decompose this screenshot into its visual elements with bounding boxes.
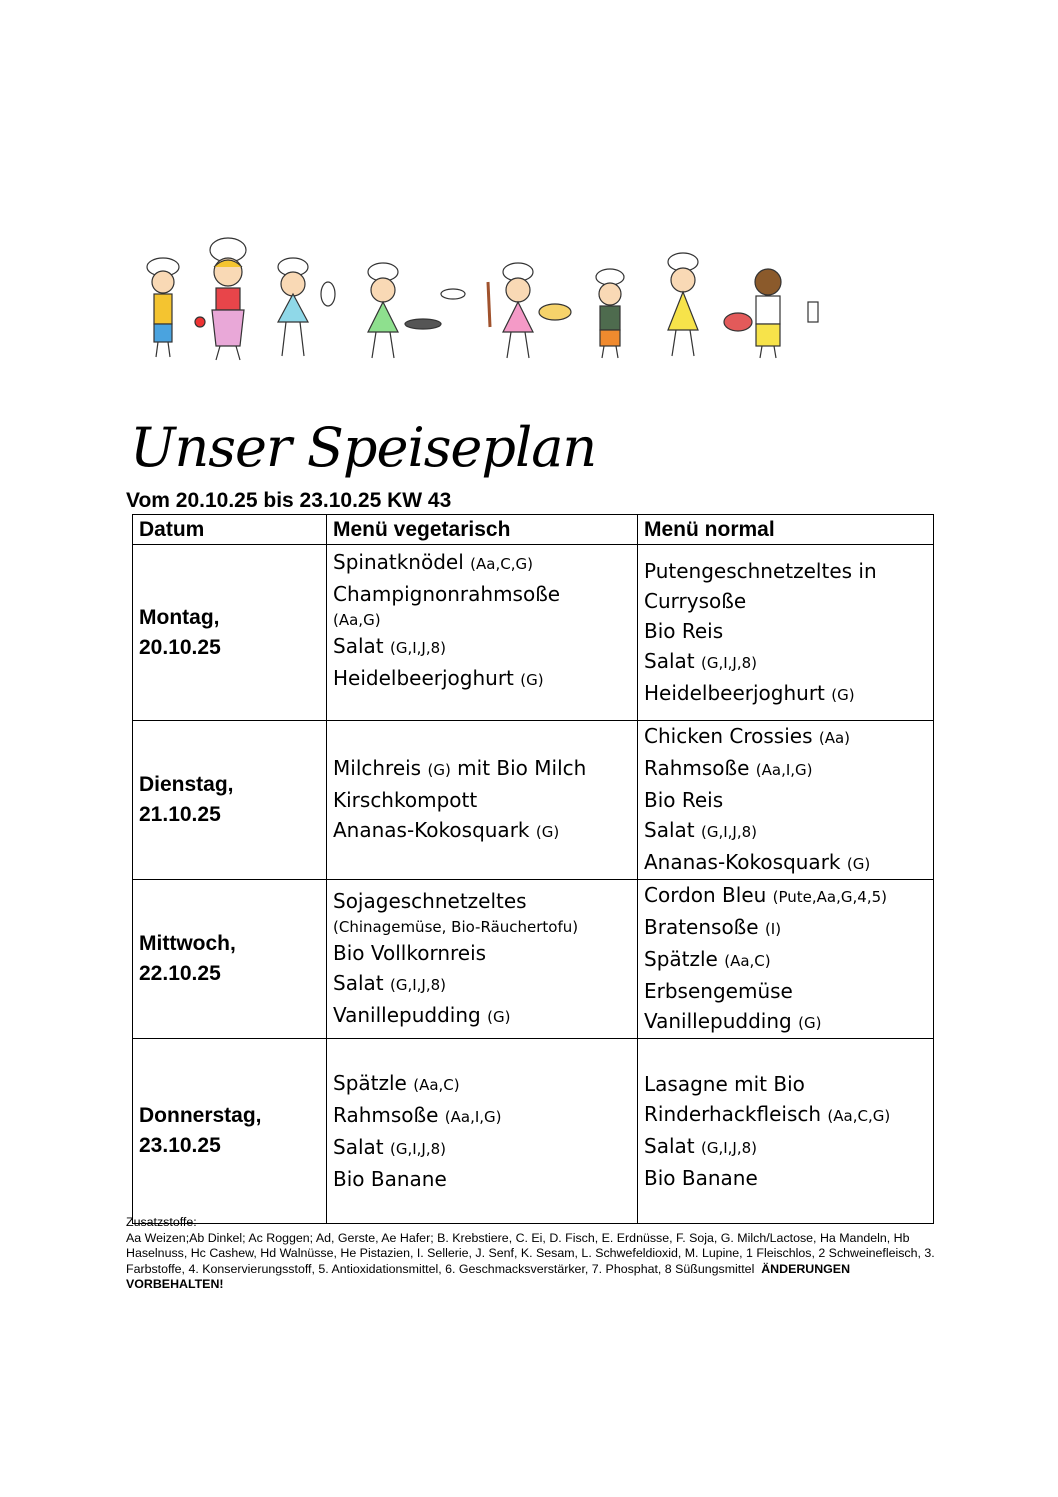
day-date: 21.10.25 <box>139 803 221 826</box>
dish-line: Salat (G,I,J,8) <box>644 648 757 673</box>
changes-reserved-notice: ÄNDERUNGEN VORBEHALTEN! <box>126 1261 851 1291</box>
day-date: 23.10.25 <box>139 1134 221 1157</box>
dish-line: Spinatknödel (Aa,C,G) <box>333 550 533 574</box>
vegetarian-menu-cell <box>327 721 638 880</box>
column-header-vegetarian: Menü vegetarisch <box>327 515 638 545</box>
allergen-line: (Aa,G) <box>333 611 381 629</box>
normal-menu-cell <box>638 1039 934 1224</box>
dish-line: Rinderhackfleisch (Aa,C,G) <box>644 1102 891 1126</box>
dish-line: Vanillepudding (G) <box>333 1003 511 1027</box>
dish-line: Putengeschnetzeltes in <box>644 558 877 583</box>
additives-footnote <box>126 1215 946 1293</box>
table-row-thursday <box>133 1039 934 1224</box>
vegetarian-menu-cell <box>327 1039 638 1224</box>
menu-table <box>132 514 934 1224</box>
day-date: 20.10.25 <box>139 635 221 659</box>
dish-line: Spätzle (Aa,C) <box>333 1071 460 1095</box>
dish-line: Salat (G,I,J,8) <box>644 1134 757 1158</box>
vegetarian-menu-cell <box>327 880 638 1039</box>
dish-line: Chicken Crossies (Aa) <box>644 724 851 748</box>
day-date: 22.10.25 <box>139 962 221 985</box>
dish-line: Champignonrahmsoße <box>333 582 561 606</box>
day-name: Dienstag, <box>139 773 234 796</box>
dish-line: Sojageschnetzeltes <box>333 889 527 913</box>
column-header-datum: Datum <box>133 515 327 545</box>
allergen-line: (Chinagemüse, Bio-Räuchertofu) <box>333 918 579 936</box>
dish-line: Ananas-Kokosquark (G) <box>333 818 560 842</box>
dish-line: Rahmsoße (Aa,I,G) <box>333 1103 502 1127</box>
additives-label: Zusatzstoffe: <box>126 1215 197 1229</box>
normal-menu-cell <box>638 721 934 880</box>
normal-menu-cell <box>638 545 934 721</box>
dish-line: Kirschkompott <box>333 788 478 812</box>
chef-kid-illustration <box>147 258 205 357</box>
dish-line: Bratensoße (I) <box>644 915 782 939</box>
dish-line: Heidelbeerjoghurt (G) <box>644 680 855 705</box>
page-title: Unser Speiseplan <box>130 416 597 479</box>
dish-line: Salat (G,I,J,8) <box>333 634 446 658</box>
day-cell <box>133 545 327 721</box>
table-row-monday <box>133 545 934 721</box>
week-range-subtitle: Vom 20.10.25 bis 23.10.25 KW 43 <box>126 489 452 512</box>
day-cell <box>133 721 327 880</box>
day-name: Mittwoch, <box>139 932 236 955</box>
table-header-row <box>133 515 934 545</box>
dish-line: Bio Banane <box>644 1166 758 1190</box>
dish-line: Rahmsoße (Aa,I,G) <box>644 756 813 780</box>
dish-line: Currysoße <box>644 588 747 613</box>
dish-line: Ananas-Kokosquark (G) <box>644 850 871 874</box>
dish-line: Bio Reis <box>644 618 724 643</box>
dish-line: Lasagne mit Bio <box>644 1072 805 1096</box>
dish-line: Vanillepudding (G) <box>644 1009 822 1033</box>
dish-line: Bio Reis <box>644 788 724 812</box>
dish-line: Spätzle (Aa,C) <box>644 947 771 971</box>
dish-line: Erbsengemüse <box>644 979 793 1003</box>
table-row-wednesday <box>133 880 934 1039</box>
dish-line: Milchreis (G) mit Bio Milch <box>333 756 587 780</box>
additives-text: Aa Weizen;Ab Dinkel; Ac Roggen; Ad, Gerste, Ae Hafer; B. Krebstiere, C. Ei, D. Fisch, E. Erdnüsse, F. Soja, G. Milch/Lactose, Ha Mandeln, Hb Haselnuss, Hc Cashew, Hd Walnüsse, He Pistazien, I. Sellerie, J. Senf, K. Sesam, L. Schwefeldioxid, M. Lupine, 1 Fleischlos, 2 Schweinefleisch, 3. Farbstoffe, 4. Konservierungsstoff, 5. Antioxidationsmittel, 6. Geschmacksverstärker, 7. Phosphat, 8 Süßungsmittel <box>126 1230 935 1276</box>
vegetarian-menu-cell <box>327 545 638 721</box>
day-name: Donnerstag, <box>139 1104 262 1127</box>
day-cell <box>133 880 327 1039</box>
day-name: Montag, <box>139 605 220 629</box>
day-cell <box>133 1039 327 1224</box>
dish-line: Heidelbeerjoghurt (G) <box>333 666 544 690</box>
dish-line: Salat (G,I,J,8) <box>333 971 446 995</box>
dish-line: Salat (G,I,J,8) <box>644 818 757 842</box>
table-row-tuesday <box>133 721 934 880</box>
dish-line: Cordon Bleu (Pute,Aa,G,4,5) <box>644 883 887 907</box>
chef-kids-banner-illustration <box>128 232 828 367</box>
dish-line: Salat (G,I,J,8) <box>333 1135 446 1159</box>
dish-line: Bio Vollkornreis <box>333 941 487 965</box>
dish-line: Bio Banane <box>333 1167 447 1191</box>
normal-menu-cell <box>638 880 934 1039</box>
column-header-normal: Menü normal <box>638 515 934 545</box>
